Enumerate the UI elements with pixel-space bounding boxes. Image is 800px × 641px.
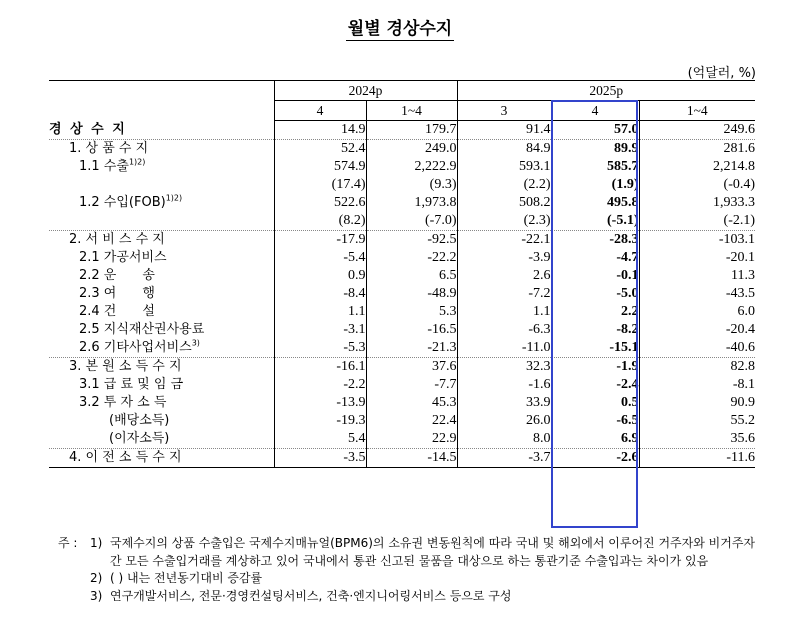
value-cell: 1.1 — [274, 303, 366, 321]
note-number: 3) — [90, 588, 103, 603]
note-text: 국제수지의 상품 수출입은 국제수지매뉴얼(BPM6)의 소유권 변동원칙에 따라 국내 및 해외에서 이루어진 거주자와 비거주자 간 모든 수출입거래를 계상하고 있어 국내에서 통관 신고된 물품을 대상으로 하는 통관기준 수출입과는 차이가 있음 — [110, 536, 756, 568]
header-col: 3 — [457, 101, 551, 121]
value-cell: 45.3 — [366, 394, 457, 412]
value-cell: -19.3 — [274, 412, 366, 430]
value-cell: -13.9 — [274, 394, 366, 412]
note-number: 1) — [90, 536, 103, 550]
value-cell: -2.6 — [551, 449, 639, 468]
row-label: 경 상 수 지 — [49, 121, 127, 137]
row-label: 3. 본 원 소 득 수 지 — [49, 358, 274, 377]
footnotes — [58, 535, 758, 605]
value-cell: 84.9 — [457, 140, 551, 159]
value-cell: (17.4) — [274, 176, 366, 194]
value-cell: -22.2 — [366, 249, 457, 267]
value-cell: 6.9 — [551, 430, 639, 449]
value-cell: -40.6 — [639, 339, 755, 358]
table-row — [49, 212, 755, 231]
value-cell: 5.4 — [274, 430, 366, 449]
row-label: 1.1 수출$^{1)2)}$ — [79, 157, 146, 174]
value-cell: 2.6 — [457, 267, 551, 285]
header-col: 4 — [551, 101, 639, 121]
value-cell: -21.3 — [366, 339, 457, 358]
value-cell: 82.8 — [639, 358, 755, 377]
note-number: 2) — [90, 571, 103, 585]
value-cell: (-0.4) — [639, 176, 755, 194]
value-cell: 585.7 — [551, 158, 639, 176]
value-cell: 1,973.8 — [366, 194, 457, 212]
row-label: 4. 이 전 소 득 수 지 — [49, 449, 274, 468]
footnote-marker: 1)2) — [128, 157, 146, 167]
value-cell: (-7.0) — [366, 212, 457, 231]
page-title: 월별 경상수지 — [347, 19, 453, 39]
value-cell: -17.9 — [274, 231, 366, 250]
value-cell: -2.2 — [274, 376, 366, 394]
header-col: 4 — [274, 101, 366, 121]
value-cell: 8.0 — [457, 430, 551, 449]
value-cell: -20.4 — [639, 321, 755, 339]
value-cell: 6.5 — [366, 267, 457, 285]
value-cell: -11.6 — [639, 449, 755, 468]
row-label: 2.1 가공서비스 — [79, 250, 167, 265]
value-cell: -11.0 — [457, 339, 551, 358]
value-cell: 2,214.8 — [639, 158, 755, 176]
table-row — [49, 303, 755, 321]
row-label: 1. 상 품 수 지 — [49, 140, 274, 159]
table-row — [49, 231, 755, 250]
row-label: 3.2 투 자 소 득 — [79, 395, 167, 410]
row-label: 2.2 운 송 — [79, 268, 155, 283]
value-cell: -14.5 — [366, 449, 457, 468]
value-cell: 1.1 — [457, 303, 551, 321]
value-cell: -15.1 — [551, 339, 639, 358]
row-label: 3.1 급 료 및 임 금 — [79, 377, 184, 392]
row-label — [49, 176, 274, 194]
value-cell: 574.9 — [274, 158, 366, 176]
table-row — [49, 140, 755, 159]
value-cell: (9.3) — [366, 176, 457, 194]
value-cell: -5.0 — [551, 285, 639, 303]
value-cell: 32.3 — [457, 358, 551, 377]
row-label: 2.3 여 행 — [79, 286, 155, 301]
value-cell: (-2.1) — [639, 212, 755, 231]
value-cell: 2.2 — [551, 303, 639, 321]
value-cell: -0.1 — [551, 267, 639, 285]
header-year-2025: 2025p — [457, 81, 755, 101]
value-cell: -103.1 — [639, 231, 755, 250]
value-cell: 55.2 — [639, 412, 755, 430]
value-cell: -22.1 — [457, 231, 551, 250]
value-cell: 495.8 — [551, 194, 639, 212]
row-label: 1.2 수입(FOB)$^{1)2)}$ — [79, 193, 183, 210]
row-label: (배당소득) — [109, 413, 170, 428]
value-cell: -4.7 — [551, 249, 639, 267]
value-cell: 22.4 — [366, 412, 457, 430]
value-cell: 522.6 — [274, 194, 366, 212]
value-cell: 91.4 — [457, 121, 551, 140]
value-cell: -7.7 — [366, 376, 457, 394]
value-cell: 14.9 — [274, 121, 366, 140]
value-cell: -20.1 — [639, 249, 755, 267]
value-cell: -3.7 — [457, 449, 551, 468]
table-row — [49, 358, 755, 377]
value-cell: (8.2) — [274, 212, 366, 231]
value-cell: -5.3 — [274, 339, 366, 358]
unit-label: (억달러, %) — [687, 66, 756, 81]
table-row — [49, 121, 755, 140]
value-cell: 593.1 — [457, 158, 551, 176]
table-row — [49, 394, 755, 412]
value-cell: -6.3 — [457, 321, 551, 339]
row-label — [49, 212, 274, 231]
value-cell: -28.3 — [551, 231, 639, 250]
table-row — [49, 449, 755, 468]
value-cell: -1.6 — [457, 376, 551, 394]
note-text: 연구개발서비스, 전문·경영컨설팅서비스, 건축·엔지니어링서비스 등으로 구성 — [110, 588, 512, 603]
table-row — [49, 412, 755, 430]
header-col: 1~4 — [639, 101, 755, 121]
row-label: (이자소득) — [109, 431, 170, 446]
table-row — [49, 176, 755, 194]
value-cell: -48.9 — [366, 285, 457, 303]
value-cell: -8.1 — [639, 376, 755, 394]
value-cell: 33.9 — [457, 394, 551, 412]
value-cell: 90.9 — [639, 394, 755, 412]
table-row — [49, 158, 755, 176]
value-cell: -16.1 — [274, 358, 366, 377]
table-row — [49, 430, 755, 449]
table-row — [49, 376, 755, 394]
value-cell: -8.2 — [551, 321, 639, 339]
value-cell: 508.2 — [457, 194, 551, 212]
value-cell: 6.0 — [639, 303, 755, 321]
footnote-marker: 3) — [191, 338, 200, 348]
value-cell: -3.9 — [457, 249, 551, 267]
value-cell: -3.5 — [274, 449, 366, 468]
value-cell: (2.3) — [457, 212, 551, 231]
value-cell: 26.0 — [457, 412, 551, 430]
table-row — [49, 249, 755, 267]
header-col: 1~4 — [366, 101, 457, 121]
row-label: 2.6 기타사업서비스$^{3)}$ — [79, 338, 200, 355]
row-label: 2.4 건 설 — [79, 304, 155, 319]
value-cell: 35.6 — [639, 430, 755, 449]
table-row — [49, 339, 755, 358]
row-label: 2.5 지식재산권사용료 — [79, 322, 205, 337]
value-cell: 22.9 — [366, 430, 457, 449]
value-cell: (-5.1) — [551, 212, 639, 231]
value-cell: -2.4 — [551, 376, 639, 394]
value-cell: 0.9 — [274, 267, 366, 285]
value-cell: (1.9) — [551, 176, 639, 194]
value-cell: 52.4 — [274, 140, 366, 159]
value-cell: 1,933.3 — [639, 194, 755, 212]
notes-head: 주 : — [58, 536, 78, 550]
value-cell: -92.5 — [366, 231, 457, 250]
table-row — [49, 321, 755, 339]
value-cell: 249.0 — [366, 140, 457, 159]
value-cell: -8.4 — [274, 285, 366, 303]
value-cell: -6.5 — [551, 412, 639, 430]
value-cell: -43.5 — [639, 285, 755, 303]
value-cell: 57.0 — [551, 121, 639, 140]
current-account-table — [49, 80, 755, 468]
value-cell: 281.6 — [639, 140, 755, 159]
table-row — [49, 267, 755, 285]
value-cell: 5.3 — [366, 303, 457, 321]
value-cell: 0.5 — [551, 394, 639, 412]
value-cell: 179.7 — [366, 121, 457, 140]
value-cell: 2,222.9 — [366, 158, 457, 176]
value-cell: 89.9 — [551, 140, 639, 159]
table-row — [49, 285, 755, 303]
value-cell: -16.5 — [366, 321, 457, 339]
value-cell: -1.9 — [551, 358, 639, 377]
value-cell: 11.3 — [639, 267, 755, 285]
value-cell: -3.1 — [274, 321, 366, 339]
value-cell: -7.2 — [457, 285, 551, 303]
value-cell: -5.4 — [274, 249, 366, 267]
value-cell: 37.6 — [366, 358, 457, 377]
footnote-marker: 1)2) — [165, 193, 183, 203]
value-cell: 249.6 — [639, 121, 755, 140]
table-row — [49, 194, 755, 212]
row-label: 2. 서 비 스 수 지 — [49, 231, 274, 250]
header-year-2024: 2024p — [274, 81, 457, 101]
note-text: ( ) 내는 전년동기대비 증감률 — [110, 571, 263, 585]
header-blank — [49, 81, 274, 121]
value-cell: (2.2) — [457, 176, 551, 194]
